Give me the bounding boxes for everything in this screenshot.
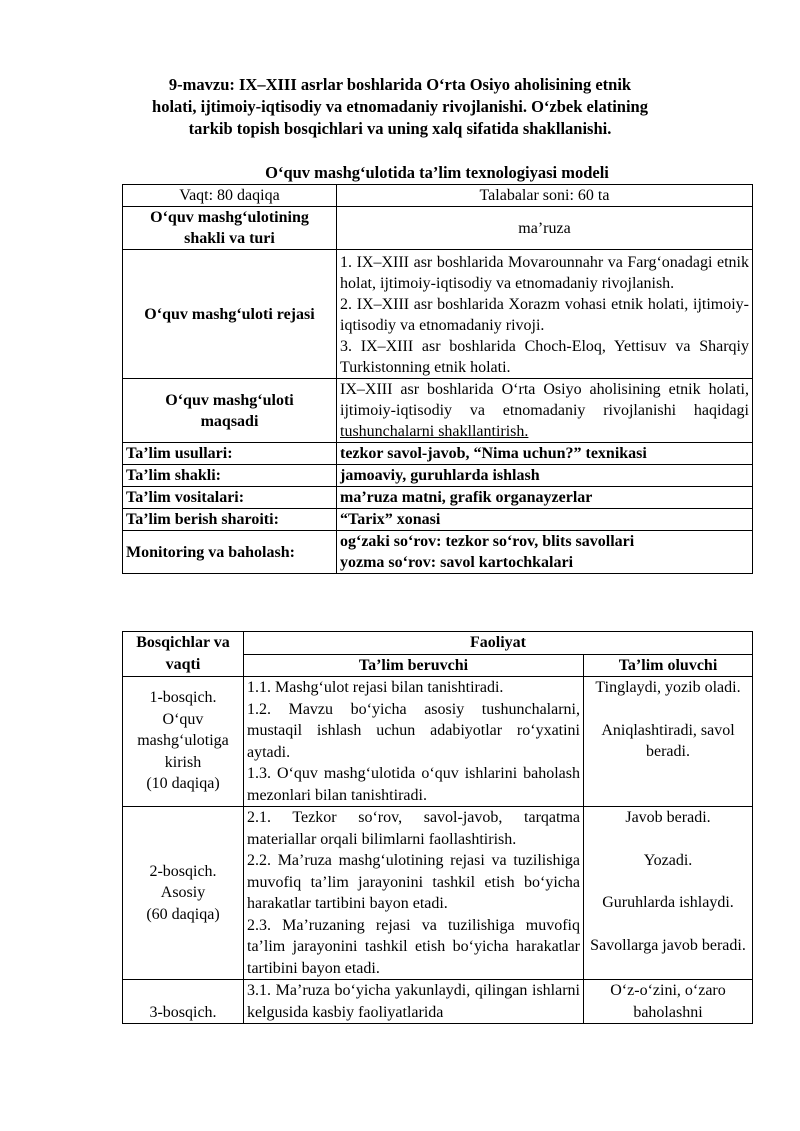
plan-item-2: 2. IX–XIII asr boshlarida Xorazm vohasi etnik holati, ijtimoiy-iqtisodiy va etnomadaniy rivoji. — [340, 296, 749, 334]
model-row-goal — [123, 379, 753, 443]
stage-1-teacher-item-3: 1.3. O‘quv mashg‘ulotida o‘quv ishlarini baholash mezonlari bilan tanishtiradi. — [247, 765, 580, 804]
conditions-value: “Tarix” xonasi — [337, 509, 753, 531]
stage-1-student-item-1: Tinglaydi, yozib oladi. — [595, 679, 741, 696]
stage-header-line-1: Bosqichlar va — [136, 634, 230, 651]
goal-label-cell — [123, 379, 337, 443]
plan-items-cell — [337, 250, 753, 379]
stage-2-student-item-1: Javob beradi. — [625, 809, 711, 826]
stage-2-student-item-2: Yozadi. — [643, 851, 693, 869]
plan-label-cell: O‘quv mashg‘uloti rejasi — [123, 250, 337, 379]
model-table — [122, 184, 753, 574]
model-row-form — [123, 207, 753, 250]
model-row-conditions — [123, 509, 753, 531]
stage-2-name-line-1: 2-bosqich. — [149, 862, 217, 880]
stage-1-name-line-1: 1-bosqich. — [149, 689, 217, 706]
methods-label: Ta’lim usullari: — [123, 443, 337, 465]
form-label-line-1: O‘quv mashg‘ulotining — [150, 209, 309, 226]
stage-1-name-line-2: O‘quv — [162, 710, 204, 728]
stage-1-teacher — [244, 677, 584, 807]
page-title — [120, 74, 680, 140]
model-row-methods — [123, 443, 753, 465]
title-line-3: tarkib topish bosqichlari va uning xalq sifatida shakllanishi. — [188, 119, 612, 138]
title-line-2: holati, ijtimoiy-iqtisodiy va etnomadaniy rivojlanishi. O‘zbek elatining — [152, 97, 648, 116]
stage-1-student — [584, 677, 753, 807]
stage-3-student: O‘z-o‘zini, o‘zaro baholashni — [584, 980, 753, 1024]
monitoring-label: Monitoring va baholash: — [123, 531, 337, 574]
stage-row-2 — [123, 807, 753, 980]
tools-label: Ta’lim vositalari: — [123, 487, 337, 509]
stage-row-1 — [123, 677, 753, 807]
stage-column-header — [123, 632, 244, 677]
spacer — [587, 871, 749, 892]
stage-1-teacher-item-2: 1.2. Mavzu bo‘yicha asosiy tushunchalarni, mustaqil ishlash uchun adabiyotlar ro‘yxatini aytadi. — [247, 700, 580, 761]
stage-2-teacher-item-3: 2.3. Ma’ruzaning rejasi va tuzilishiga muvofiq ta’lim jarayonini tashkil etish bo‘yicha harakatlar tartibini bayon etadi. — [247, 916, 580, 977]
stage-2-teacher-item-1: 2.1. Tezkor so‘rov, savol-javob, tarqatma materiallar orqali bilimlarni faollashtirish. — [247, 809, 580, 848]
monitoring-value-cell — [337, 531, 753, 574]
title-line-1: 9-mavzu: IX–XIII asrlar boshlarida O‘rta Osiyo aholisining etnik — [168, 75, 632, 94]
model-row-form-of-teaching — [123, 465, 753, 487]
goal-text-underlined: tushunchalarni shakllantirish. — [340, 423, 529, 440]
goal-text: IX–XIII asr boshlarida O‘rta Osiyo aholisining etnik holati, ijtimoiy-iqtisodiy va etnomadaniy rivojlanishi haqidagi — [340, 381, 749, 419]
goal-text-cell — [337, 379, 753, 443]
stage-2-name — [123, 807, 244, 980]
stage-2-student-item-4: Savollarga javob beradi. — [590, 936, 746, 954]
model-row-time — [123, 185, 753, 207]
plan-item-1: 1. IX–XIII asr boshlarida Movarounnahr va Farg‘onadagi etnik holat, ijtimoiy-iqtisodiy va etnomadaniy rivojlanish. — [340, 254, 749, 292]
stage-row-3 — [123, 980, 753, 1024]
tools-value: ma’ruza matni, grafik organayzerlar — [337, 487, 753, 509]
students-cell: Talabalar soni: 60 ta — [337, 185, 753, 207]
stage-1-name-line-5: (10 daqiqa) — [146, 775, 220, 792]
stage-2-name-line-2: Asosiy — [160, 884, 206, 902]
teaching-form-value: jamoaviy, guruhlarda ishlash — [337, 465, 753, 487]
stage-3-name-line-1: 3-bosqich. — [149, 1003, 217, 1021]
stage-header-row-1 — [123, 632, 753, 655]
model-row-plan — [123, 250, 753, 379]
form-label-cell — [123, 207, 337, 250]
spacer — [587, 829, 749, 850]
goal-label-line-1: O‘quv mashg‘uloti — [165, 391, 294, 409]
stage-3-name — [123, 980, 244, 1024]
time-cell: Vaqt: 80 daqiqa — [123, 185, 337, 207]
stage-2-teacher — [244, 807, 584, 980]
stage-2-student — [584, 807, 753, 980]
teaching-form-label: Ta’lim shakli: — [123, 465, 337, 487]
model-heading: O‘quv mashg‘ulotida ta’lim texnologiyasi modeli — [265, 163, 609, 182]
stage-3-teacher: 3.1. Ma’ruza bo‘yicha yakunlaydi, qilingan ishlarni kelgusida kasbiy faoliyatlarida — [244, 980, 584, 1024]
plan-item-3: 3. IX–XIII asr boshlarida Choch-Eloq, Yettisuv va Sharqiy Turkistonning etnik holati. — [340, 338, 749, 376]
stage-1-name-line-3: mashg‘ulotiga — [137, 732, 229, 749]
monitoring-value-2: yozma so‘rov: savol kartochkalari — [340, 554, 574, 571]
form-label-line-2: shakli va turi — [184, 230, 275, 247]
model-row-monitoring — [123, 531, 753, 574]
stage-table — [122, 631, 753, 1024]
teacher-column-header: Ta’lim beruvchi — [244, 654, 584, 677]
stage-1-name — [123, 677, 244, 807]
stage-1-teacher-item-1: 1.1. Mashg‘ulot rejasi bilan tanishtiradi. — [247, 679, 504, 696]
stage-2-teacher-item-2: 2.2. Ma’ruza mashg‘ulotining rejasi va tuzilishiga muvofiq ta’lim jarayonini tashkil etish bo‘yicha harakatlar tartibini bayon etadi. — [247, 852, 580, 912]
form-value-cell: ma’ruza — [337, 207, 753, 250]
methods-value: tezkor savol-javob, “Nima uchun?” texnikasi — [337, 443, 753, 465]
student-column-header: Ta’lim oluvchi — [584, 654, 753, 677]
stage-1-student-item-2: Aniqlashtiradi, savol beradi. — [601, 721, 735, 760]
goal-label-line-2: maqsadi — [200, 412, 259, 430]
conditions-label: Ta’lim berish sharoiti: — [123, 509, 337, 531]
spacer — [587, 699, 749, 720]
monitoring-value-1: og‘zaki so‘rov: tezkor so‘rov, blits savollari — [340, 533, 635, 550]
spacer — [587, 914, 749, 935]
stage-2-student-item-3: Guruhlarda ishlaydi. — [602, 894, 734, 911]
stage-header-line-2: vaqti — [165, 655, 201, 673]
activity-column-header: Faoliyat — [244, 632, 753, 655]
stage-2-name-line-3: (60 daqiqa) — [146, 905, 220, 923]
model-row-tools — [123, 487, 753, 509]
stage-1-name-line-4: kirish — [164, 753, 202, 771]
